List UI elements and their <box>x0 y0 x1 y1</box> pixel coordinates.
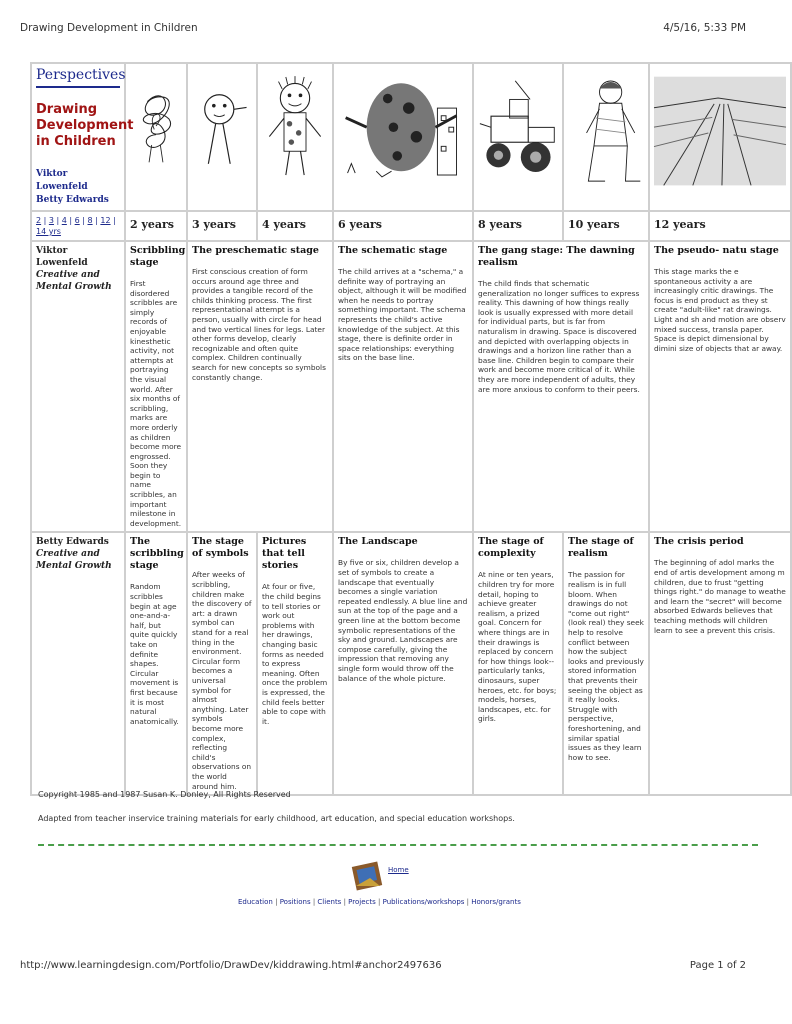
age-link-4[interactable]: 4 <box>61 216 67 225</box>
stage-title: Scribbling stage <box>130 245 186 268</box>
stage-title: The scribbling stage <box>130 536 184 572</box>
print-footer <box>20 960 746 974</box>
row-book-line: Creative and <box>36 549 100 560</box>
stage-title: The crisis period <box>654 536 744 548</box>
row-author-cell <box>31 241 125 532</box>
stage-title: The schematic stage <box>338 245 448 256</box>
perspectives-cell <box>31 63 134 211</box>
stage-description: First disordered scribbles are simply records of enjoyable kinesthetic activity, not attempts at portraying the visual world. After six months of scribbling, marks are more orderly as children become more engrossed. Soon they begin to name scribbles, an important milestone in development. <box>130 279 182 528</box>
stage-description: The child arrives at a "schema," a definite way of portraying an object, although it will be modified when he needs to portray something important. The schema represents the child's active knowledge of the subject. At this stage, there is definite order in space relationships: everything sits on the base line. <box>338 267 467 363</box>
stage-title: The Landscape <box>338 536 418 548</box>
stage-description: At four or five, the child begins to tell stories or work out problems with her drawings, changing basic forms as needed to express meaning. Often once the problem is expressed, the child feels better able to cope with it. <box>262 582 328 726</box>
author-link[interactable]: Viktor Lowenfeld <box>36 169 88 192</box>
stage-description: After weeks of scribbling, children make the discovery of art: a drawn symbol can stand for a real thing in the environment. Circular form becomes a universal symbol for almost anything. Later symbols become more complex, reflecting child's observations on the world around him. <box>192 570 252 791</box>
stage-cell <box>125 241 187 532</box>
stage-cell <box>125 532 187 795</box>
stage-title: Pictures that tell stories <box>262 536 307 572</box>
home-link[interactable]: Home <box>388 866 409 874</box>
stage-cell <box>333 241 473 532</box>
age-header: 12 years <box>649 211 791 241</box>
page-title-line: in Children <box>36 134 116 149</box>
nav-link-publications[interactable]: Publications/workshops <box>382 898 465 906</box>
nav-link-positions[interactable]: Positions <box>279 898 311 906</box>
stage-description: At nine or ten years, children try for more detail, hoping to achieve greater realism, a prized goal. Concern for where things are in their drawings is replaced by concern for how things look--particularly tanks, dinosaurs, super heroes, etc. for boys; models, horses, landscapes, etc. for girls. <box>478 570 557 724</box>
stage-title: The stage of symbols <box>192 536 249 560</box>
stage-title: The gang stage: The dawning realism <box>478 245 635 268</box>
page-title-line: Development <box>36 118 134 133</box>
age-link-12[interactable]: 12 <box>100 216 111 225</box>
row-book-line: Mental Growth <box>36 282 112 292</box>
age-header: 8 years <box>473 211 563 241</box>
stage-cell <box>257 532 333 795</box>
author-link[interactable]: Betty Edwards <box>36 195 109 205</box>
person-figure-image <box>262 67 328 197</box>
page-number: Page 1 of 2 <box>689 960 746 971</box>
stage-description: Random scribbles begin at age one-and-a-half, but quite quickly take on definite shapes. Circular movement is first because it is most natural anatomically. <box>130 582 179 726</box>
age-link-3[interactable]: 3 <box>48 216 54 225</box>
age-links: 2 | 3 | 4 | 6 | 8 | 12 | 14 yrs <box>31 211 125 241</box>
person-drawing-cell <box>257 63 333 211</box>
stage-cell <box>187 241 333 532</box>
stage-description: This stage marks the e spontaneous activity a are increasingly critic drawings. The focus is end product as they st create "adult-like" rat drawings. Light and sh and motion are observ mixed success, transla paper. Space is depict dimensional by dimini size of objects that ar away. <box>654 267 786 353</box>
page-title-line: Drawing <box>36 102 98 117</box>
edwards-row <box>31 532 791 795</box>
age-header: 2 years <box>125 211 187 241</box>
nav-link-honors[interactable]: Honors/grants <box>471 898 521 906</box>
stage-cell <box>187 532 257 795</box>
perspective-drawing-image <box>654 67 786 197</box>
site-nav: Education | Positions | Clients | Projects | Publications/workshops | Honors/grants <box>238 898 521 906</box>
age-link-6[interactable]: 6 <box>74 216 80 225</box>
tractor-drawing-image <box>478 67 558 197</box>
stage-cell <box>473 241 649 532</box>
lowenfeld-row <box>31 241 791 532</box>
row-author: Betty Edwards <box>36 537 109 548</box>
row-book-line: Creative and <box>36 270 100 280</box>
schematic-drawing-image <box>338 67 468 197</box>
stages-table-viewport <box>30 62 786 791</box>
copyright-notice: Copyright 1985 and 1987 Susan K. Donley, All Rights Reserved <box>38 790 291 799</box>
dashed-divider <box>38 844 758 846</box>
stages-table <box>30 62 792 796</box>
age-header: 10 years <box>563 211 649 241</box>
drawings-row <box>31 63 791 211</box>
row-author: Viktor Lowenfeld <box>36 246 88 268</box>
print-datetime: 4/5/16, 5:33 PM <box>663 22 746 34</box>
stage-title: The preschematic stage <box>192 245 319 256</box>
stage-description: The child finds that schematic generalization no longer suffices to express reality. This dawning of how things really look is usually expressed with more detail for individual parts, but is far from naturalism in drawing. Space is discovered and depicted with overlapping objects in drawings and a horizon line rather than a base line. Children begin to compare their work and become more critical of it. While they are more independent of adults, they are more anxious to conform to their peers. <box>478 279 640 394</box>
page-url: http://www.learningdesign.com/Portfolio/DrawDev/kiddrawing.html#anchor2497636 <box>20 960 442 971</box>
realism-drawing-cell <box>563 63 649 211</box>
stage-description: First conscious creation of form occurs around age three and provides a tangible record of the childs thinking process. The first representational attempt is a person, usually with circle for head and two vertical lines for legs. Later other forms develop, clearly recognizable and often quite complex. Children continually search for new concepts so symbols constantly change. <box>192 267 326 382</box>
stage-cell <box>333 532 473 795</box>
row-author-cell <box>31 532 125 795</box>
tractor-drawing-cell <box>473 63 563 211</box>
page-title <box>36 102 134 150</box>
row-book-line: Mental Growth <box>36 561 112 572</box>
authors <box>36 168 120 207</box>
tadpole-drawing-cell <box>187 63 257 211</box>
perspectives-label: Perspectives <box>36 67 120 88</box>
scribble-drawing-cell <box>125 63 187 211</box>
stage-description: By five or six, children develop a set of symbols to create a landscape that eventually becomes a single variation repeated endlessly. A blue line and sun at the top of the page and a green line at the bottom become symbolic representations of the sky and ground. Landscapes are compose carefully, giving the impression that removing any single form would throw off the balance of the whole picture. <box>338 558 468 683</box>
age-link-2[interactable]: 2 <box>36 216 42 225</box>
schematic-drawing-cell <box>333 63 473 211</box>
scribble-drawing-image <box>130 67 182 197</box>
age-header: 4 years <box>257 211 333 241</box>
nav-link-clients[interactable]: Clients <box>317 898 342 906</box>
document-title: Drawing Development in Children <box>20 22 198 34</box>
ages-row <box>31 211 791 241</box>
age-link-14[interactable]: 14 yrs <box>36 227 61 236</box>
stage-cell <box>473 532 563 795</box>
stage-cell <box>649 532 791 795</box>
age-header: 3 years <box>187 211 257 241</box>
age-header: 6 years <box>333 211 473 241</box>
stage-title: The pseudo- natu stage <box>654 245 779 256</box>
age-link-8[interactable]: 8 <box>87 216 93 225</box>
adapted-note: Adapted from teacher inservice training materials for early childhood, art education, and special education workshops. <box>38 814 515 823</box>
stage-cell <box>563 532 649 795</box>
seated-figure-image <box>568 67 644 197</box>
stage-title: The stage of complexity <box>478 536 544 560</box>
stage-description: The passion for realism is in full bloom. When drawings do not "come out right" (look real) they seek help to resolve conflict between how the subject looks and previously stored information that prevents their seeing the object as it really looks. Struggle with perspective, foreshortening, and similar spatial issues as they learn how to see. <box>568 570 644 762</box>
stage-description: The beginning of adol marks the end of artis development among m children, due to frust "getting things right." do manage to weathe and learn the "secret" will become absorbed Edwards believes that teaching methods will children learn to see a prevent this crisis. <box>654 558 786 635</box>
nav-link-education[interactable]: Education <box>238 898 273 906</box>
print-header <box>20 22 746 36</box>
stage-title: The stage of realism <box>568 536 634 560</box>
perspective-drawing-cell <box>649 63 791 211</box>
home-icon[interactable] <box>350 856 386 892</box>
nav-link-projects[interactable]: Projects <box>348 898 376 906</box>
stage-cell <box>649 241 791 532</box>
tadpole-figure-image <box>192 67 252 197</box>
